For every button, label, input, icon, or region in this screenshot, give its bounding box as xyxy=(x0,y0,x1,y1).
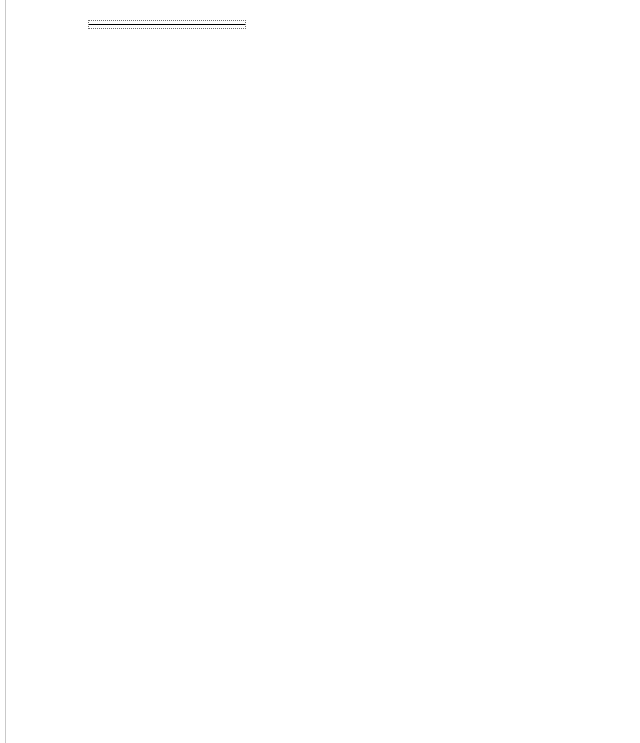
footnote-separator[interactable] xyxy=(88,20,246,29)
document-content xyxy=(88,14,555,33)
page-left-edge-line xyxy=(5,0,6,743)
footnote-separator-line xyxy=(89,24,245,25)
footnote-separator-row xyxy=(88,18,555,31)
